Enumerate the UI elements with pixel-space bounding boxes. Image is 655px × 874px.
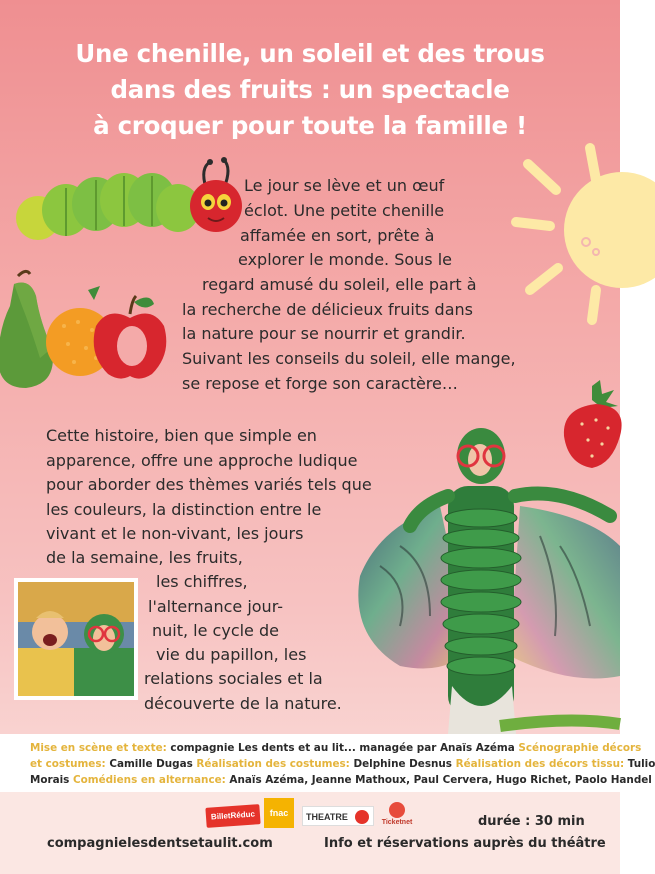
themes-line: l'alternance jour- [148,597,284,616]
credit-label-costumes: et costumes: [30,758,106,771]
credit-value-costumes: Camille Dugas [105,758,197,771]
intro-line: affamée en sort, prête à [240,226,435,245]
intro-line: la nature pour se nourrir et grandir. [182,324,466,343]
headline-line-3: à croquer pour toute la famille ! [93,111,527,140]
duration-text: durée : 30 min [478,814,585,829]
themes-paragraph [0,424,460,724]
headline [30,36,590,144]
ticketnet-label: Ticketnet [381,819,413,826]
headline-line-1: Une chenille, un soleil et des trous [75,39,545,68]
credit-label-scenographie: Scénographie décors [518,742,642,754]
credit-label-real-costumes: Réalisation des costumes: [196,758,350,771]
intro-line: Suivant les conseils du soleil, elle mange, [182,349,516,368]
credit-value-mise: compagnie Les dents et au lit... managée par Anaïs Azéma [166,742,519,754]
intro-line: la recherche de délicieux fruits dans [182,300,473,319]
credit-label-mise: Mise en scène et texte: [30,742,167,754]
themes-line: vivant et le non-vivant, les jours [46,524,304,543]
themes-line: de la semaine, les fruits, [46,548,243,567]
themes-line: nuit, le cycle de [152,621,279,640]
info-reservations-text: Info et réservations auprès du théâtre [324,836,606,851]
themes-line: relations sociales et la [144,669,323,688]
credit-label-real-decors: Réalisation des décors tissu: [455,758,625,771]
headline-line-2: dans des fruits : un spectacle [110,75,510,104]
intro-line: Le jour se lève et un œuf [244,176,445,195]
themes-line: Cette histoire, bien que simple en [46,426,317,445]
credit-value-real-costumes: Delphine Desnus [349,758,456,771]
themes-line: pour aborder des thèmes variés tels que [46,475,372,494]
intro-line: regard amusé du soleil, elle part à [202,275,477,294]
themes-line: vie du papillon, les [156,645,307,664]
credits-box [0,734,655,792]
themes-line: apparence, offre une approche ludique [46,451,358,470]
fnac-logo[interactable]: fnac [264,798,294,828]
website-link[interactable]: compagnielesdentsetaulit.com [47,836,273,851]
intro-line: explorer le monde. Sous le [238,250,453,269]
themes-line: les chiffres, [156,572,248,591]
credits-line-1 [30,740,642,756]
footer [0,792,620,874]
theatreonline-logo[interactable] [302,806,374,826]
credit-label-comediens: Comédiens en alternance: [72,774,226,787]
credits-line-3 [30,772,652,788]
theatreonline-dot-icon [355,810,369,824]
intro-line: se repose et forge son caractère… [182,374,458,393]
credit-value-morais: Morais [30,774,73,787]
intro-line: éclot. Une petite chenille [244,201,445,220]
credits-line-2 [30,756,655,772]
credit-value-comediens: Anaïs Azéma, Jeanne Mathoux, Paul Cervera, Hugo Richet, Paolo Handel [225,774,652,787]
themes-line: les couleurs, la distinction entre le [46,500,322,519]
billetreduc-logo[interactable]: BilletRéduc [205,804,260,828]
theatreonline-logo-text: THEATRE [306,812,348,822]
credit-value-real-decors: Tulio [624,758,655,771]
ticketnet-icon [389,802,405,818]
intro-paragraph [0,174,620,404]
ticketnet-logo[interactable] [380,802,414,828]
themes-line: découverte de la nature. [144,694,342,713]
